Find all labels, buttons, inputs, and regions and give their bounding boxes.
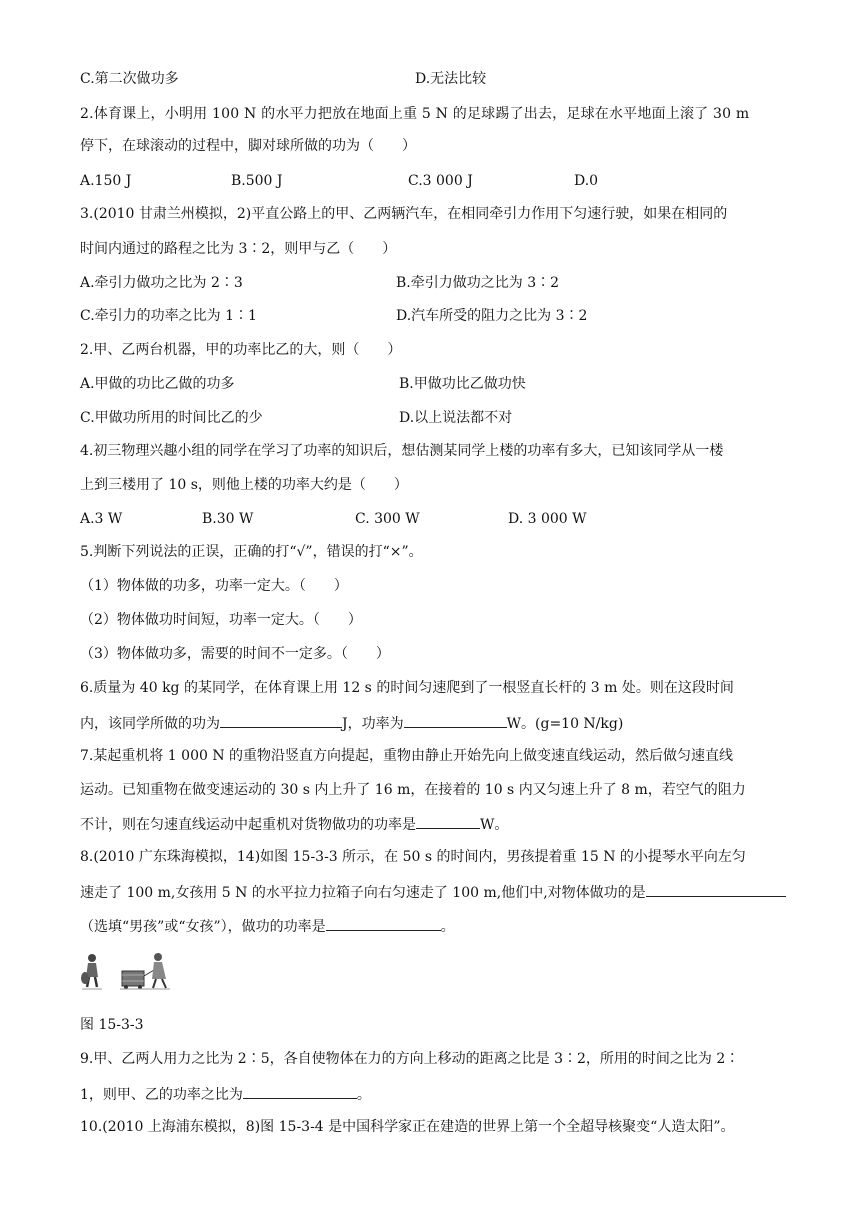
q7-power-blank[interactable] (416, 814, 480, 829)
q7-stem-line3 (80, 814, 508, 834)
figure-caption: 图 15-3-3 (80, 1017, 144, 1033)
q7-text-b: W。 (480, 817, 509, 833)
q3-option-b: B.牵引力做功之比为 3∶2 (396, 275, 560, 291)
q6-text-a: 内，该同学所做的功为 (80, 716, 220, 732)
q2a-stem-line2: 停下，在球滚动的过程中，脚对球所做的功为（ ） (80, 138, 416, 154)
q6-stem-line1: 6.质量为 40 kg 的某同学，在体育课上用 12 s 的时间匀速爬到了一根竖直长杆的 3 m 处。则在这段时间 (80, 680, 734, 696)
q3-stem-line1: 3.(2010 甘肃兰州模拟，2)平直公路上的甲、乙两辆汽车，在相同牵引力作用下匀速行驶，如果在相同的 (80, 206, 728, 222)
q6-work-blank[interactable] (220, 713, 342, 728)
q2a-stem-line1: 2.体育课上，小明用 100 N 的水平力把放在地面上重 5 N 的足球踢了出去，足球在水平地面上滚了 30 m (80, 106, 750, 122)
q4-stem-line1: 4.初三物理兴趣小组的同学在学习了功率的知识后，想估测某同学上楼的功率有多大，已知该同学从一楼 (80, 443, 724, 459)
q8-stem-line2 (80, 882, 786, 902)
q6-text-c: W。(g=10 N/kg) (506, 716, 624, 732)
q5-stem: 5.判断下列说法的正误，正确的打“√”，错误的打“×”。 (80, 544, 423, 560)
q5-statement-1: （1）物体做的功多，功率一定大。（ ） (80, 578, 348, 594)
q7-text-a: 不计，则在匀速直线运动中起重机对货物做功的功率是 (80, 817, 416, 833)
q4-option-b: B.30 W (202, 511, 254, 527)
q2b-option-b: B.甲做功比乙做功快 (399, 376, 526, 392)
q4-option-a: A.3 W (80, 511, 123, 527)
q2a-option-b: B.500 J (231, 173, 283, 189)
q9-stem-line2 (80, 1084, 371, 1104)
q2a-option-c: C.3 000 J (408, 173, 473, 189)
q2a-option-a: A.150 J (80, 173, 132, 189)
q4-option-d: D. 3 000 W (508, 511, 587, 527)
q8-text-a: 速走了 100 m,女孩用 5 N 的水平拉力拉箱子向右匀速走了 100 m,他们中,对物体做功的是 (80, 885, 646, 901)
q10-stem-line1: 10.(2010 上海浦东模拟，8)图 15-3-4 是中国科学家正在建造的世界上第一个全超导核聚变“人造太阳”。 (80, 1119, 735, 1135)
q5-statement-2: （2）物体做功时间短，功率一定大。（ ） (80, 612, 362, 628)
q3-option-d: D.汽车所受的阻力之比为 3∶2 (396, 308, 588, 324)
q3-option-c: C.牵引力的功率之比为 1∶1 (80, 308, 257, 324)
q2b-option-d: D.以上说法都不对 (399, 410, 513, 426)
q7-stem-line1: 7.某起重机将 1 000 N 的重物沿竖直方向提起，重物由静止开始先向上做变速直线运动，然后做匀速直线 (80, 748, 734, 764)
q4-option-c: C. 300 W (355, 511, 420, 527)
q8-stem-line3 (80, 916, 455, 936)
q2b-option-c: C.甲做功所用的时间比乙的少 (80, 410, 263, 426)
q8-power-blank[interactable] (326, 916, 441, 931)
q9-ratio-blank[interactable] (243, 1084, 357, 1099)
q8-text-c: 。 (440, 919, 455, 935)
q8-text-b: （选填“男孩”或“女孩”），做功的功率是 (80, 919, 326, 935)
q2a-option-d: D.0 (574, 173, 599, 189)
q6-text-b: J，功率为 (342, 716, 404, 732)
q3-stem-line2: 时间内通过的路程之比为 3∶2，则甲与乙（ ） (80, 241, 397, 257)
q2b-stem: 2.甲、乙两台机器，甲的功率比乙的大，则（ ） (80, 342, 402, 358)
q6-stem-line2 (80, 713, 623, 733)
q2b-option-a: A.甲做的功比乙做的功多 (80, 376, 235, 392)
q3-option-a: A.牵引力做功之比为 2∶3 (80, 275, 243, 291)
q1-option-d: D.无法比较 (415, 71, 487, 87)
figure-boy-and-girl (80, 951, 170, 991)
q5-statement-3: （3）物体做功多，需要的时间不一定多。（ ） (80, 646, 390, 662)
q6-power-blank[interactable] (404, 713, 507, 728)
q9-stem-line1: 9.甲、乙两人用力之比为 2∶5，各自使物体在力的方向上移动的距离之比是 3∶2，所用的时间之比为 2∶ (80, 1051, 740, 1067)
q1-option-c: C.第二次做功多 (80, 71, 179, 87)
q4-stem-line2: 上到三楼用了 10 s，则他上楼的功率大约是（ ） (80, 477, 408, 493)
q9-text-a: 1，则甲、乙的功率之比为 (80, 1087, 243, 1103)
q9-text-b: 。 (356, 1087, 371, 1103)
q8-who-blank[interactable] (646, 882, 786, 897)
q7-stem-line2: 运动。已知重物在做变速运动的 30 s 内上升了 16 m，在接着的 10 s 内又匀速上升了 8 m，若空气的阻力 (80, 782, 746, 798)
q8-stem-line1: 8.(2010 广东珠海模拟，14)如图 15-3-3 所示，在 50 s 的时间内，男孩提着重 15 N 的小提琴水平向左匀 (80, 849, 746, 865)
